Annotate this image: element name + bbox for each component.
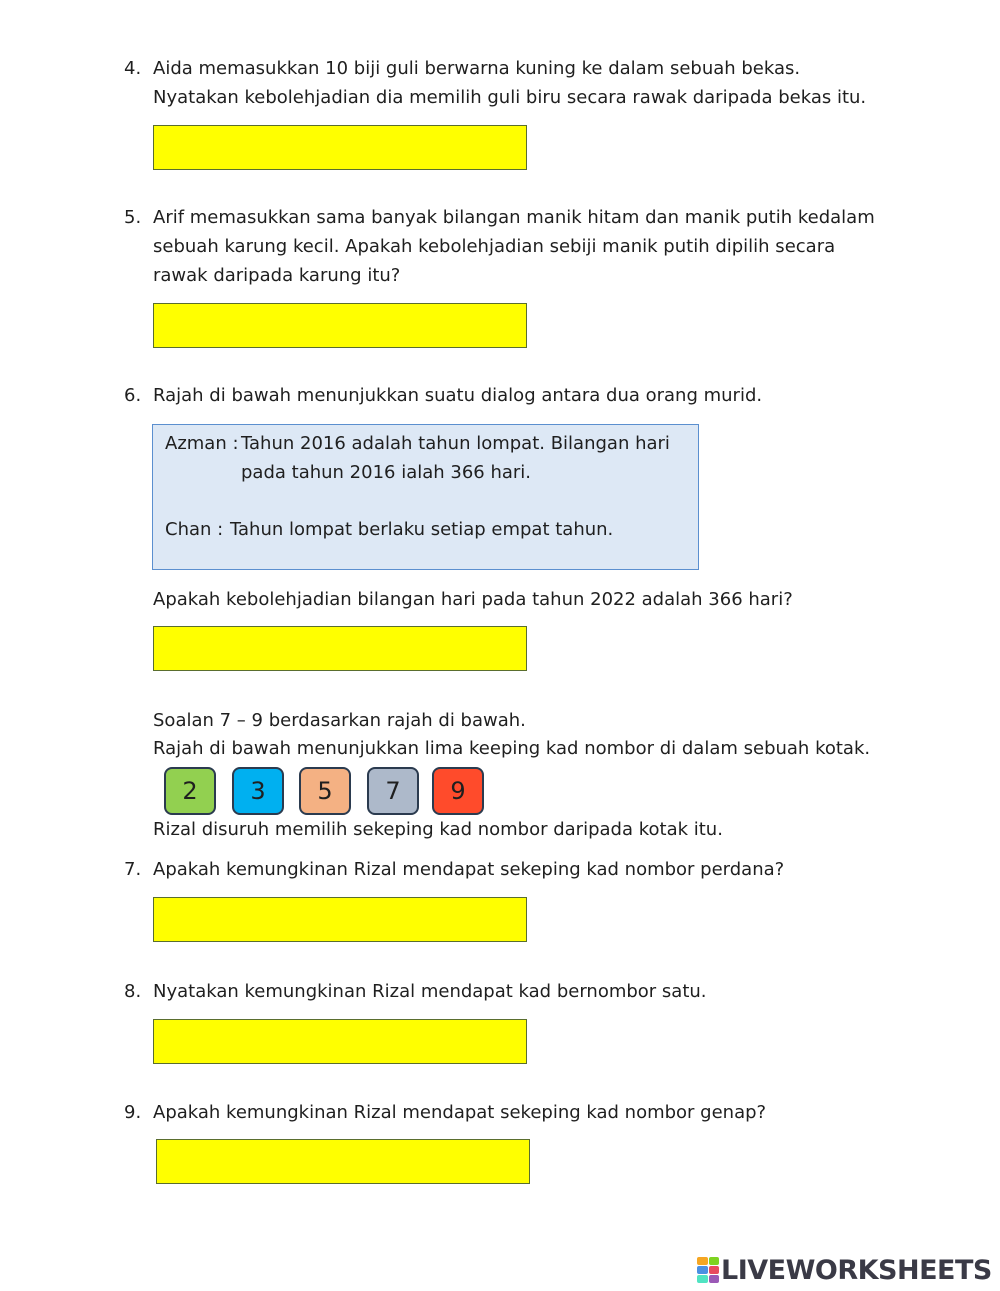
dialog-chan-line: Tahun lompat berlaku setiap empat tahun. [230,519,614,540]
question-text: Nyatakan kemungkinan Rizal mendapat kad bernombor satu. [153,981,707,1002]
answer-box-8[interactable] [153,1019,527,1064]
logo-mark-icon [697,1257,719,1283]
question-number: 7. [124,859,142,880]
answer-box-9[interactable] [156,1139,530,1184]
brand-name: LIVEWORKSHEETS [721,1254,992,1286]
dialog-speaker-azman: Azman : [165,433,239,454]
question-number: 5. [124,207,142,228]
dialog-speaker-chan: Chan : [165,519,224,540]
dialog-box [152,424,699,570]
answer-box-4[interactable] [153,125,527,170]
number-card: 9 [432,767,484,815]
section-description: Rajah di bawah menunjukkan lima keeping kad nombor di dalam sebuah kotak. [153,738,871,759]
question-text: Apakah kemungkinan Rizal mendapat sekeping kad nombor perdana? [153,859,785,880]
question-6 [124,381,884,410]
question-text: Arif memasukkan sama banyak bilangan manik hitam dan manik putih kedalam sebuah karung kecil. Apakah kebolehjadian sebiji manik putih dipilih secara rawak daripada karung itu? [153,207,875,286]
question-4 [124,54,884,112]
question-8 [124,977,884,1006]
liveworksheets-logo [697,1254,992,1286]
question-number: 6. [124,385,142,406]
section-intro: Soalan 7 – 9 berdasarkan rajah di bawah. [153,710,526,731]
number-card: 7 [367,767,419,815]
answer-box-6[interactable] [153,626,527,671]
q6-followup-question: Apakah kebolehjadian bilangan hari pada tahun 2022 adalah 366 hari? [153,589,793,610]
number-card: 5 [299,767,351,815]
question-7 [124,855,884,884]
question-9 [124,1098,884,1127]
question-5 [124,203,884,290]
question-number: 4. [124,58,142,79]
answer-box-7[interactable] [153,897,527,942]
number-card: 2 [164,767,216,815]
dialog-azman-line-2: pada tahun 2016 ialah 366 hari. [241,462,532,483]
question-text: Rajah di bawah menunjukkan suatu dialog antara dua orang murid. [153,385,763,406]
question-number: 9. [124,1102,142,1123]
answer-box-5[interactable] [153,303,527,348]
question-number: 8. [124,981,142,1002]
question-text: Apakah kemungkinan Rizal mendapat sekeping kad nombor genap? [153,1102,767,1123]
section-instruction: Rizal disuruh memilih sekeping kad nombor daripada kotak itu. [153,819,723,840]
question-text: Aida memasukkan 10 biji guli berwarna kuning ke dalam sebuah bekas. Nyatakan kebolehjadian dia memilih guli biru secara rawak daripada bekas itu. [153,58,867,108]
number-card: 3 [232,767,284,815]
dialog-azman-line-1: Tahun 2016 adalah tahun lompat. Bilangan hari [241,433,670,454]
